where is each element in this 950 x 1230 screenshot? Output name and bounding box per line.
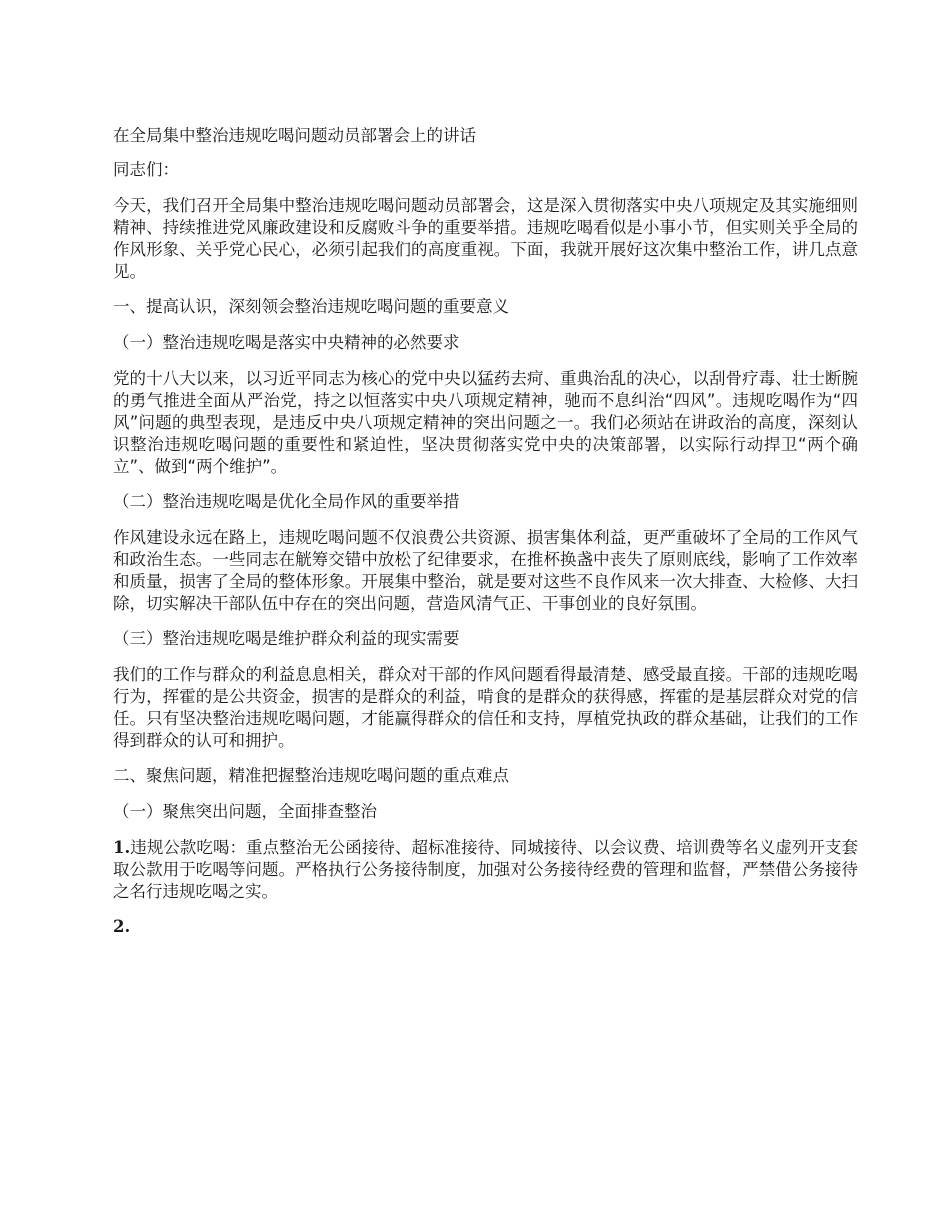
document-page <box>113 125 858 955</box>
list-item-2-number: 2. <box>113 917 131 936</box>
section-2-sub-1-heading: （一）聚焦突出问题，全面排查整治 <box>113 802 377 821</box>
section-1-sub-1-heading: （一）整治违规吃喝是落实中央精神的必然要求 <box>113 333 460 352</box>
list-item-1 <box>113 837 858 903</box>
section-1-heading: 一、提高认识，深刻领会整治违规吃喝问题的重要意义 <box>113 297 509 316</box>
section-2-heading: 二、聚焦问题，精准把握整治违规吃喝问题的重点难点 <box>113 766 509 785</box>
section-1-sub-2-body: 作风建设永远在路上，违规吃喝问题不仅浪费公共资源、损害集体利益，更严重破坏了全局的工作风气和政治生态。一些同志在觥筹交错中放松了纪律要求，在推杯换盏中丧失了原则底线，影响了工作效率和质量，损害了全局的整体形象。开展集中整治，就是要对这些不良作风来一次大排查、大检修、大扫除，切实解决干部队伍中存在的突出问题，营造风清气正、干事创业的良好氛围。 <box>113 528 858 613</box>
section-1-sub-2-heading: （二）整治违规吃喝是优化全局作风的重要举措 <box>113 492 460 511</box>
document-title: 在全局集中整治违规吃喝问题动员部署会上的讲话 <box>113 126 476 145</box>
list-item-1-number: 1. <box>113 838 131 857</box>
intro-paragraph: 今天，我们召开全局集中整治违规吃喝问题动员部署会，这是深入贯彻落实中央八项规定及其实施细则精神、持续推进党风廉政建设和反腐败斗争的重要举措。违规吃喝看似是小事小节，但实则关乎全局的作风形象、关乎党心民心，必须引起我们的高度重视。下面，我就开展好这次集中整治工作，讲几点意见。 <box>113 196 858 281</box>
section-1-sub-3-heading: （三）整治违规吃喝是维护群众利益的现实需要 <box>113 629 460 648</box>
greeting: 同志们： <box>113 160 179 179</box>
section-1-sub-1-body: 党的十八大以来，以习近平同志为核心的党中央以猛药去疴、重典治乱的决心，以刮骨疗毒、壮士断腕的勇气推进全面从严治党，持之以恒落实中央八项规定精神，驰而不息纠治“四风”。违规吃喝作为“四风”问题的典型表现，是违反中央八项规定精神的突出问题之一。我们必须站在讲政治的高度，深刻认识整治违规吃喝问题的重要性和紧迫性，坚决贯彻落实党中央的决策部署，以实际行动捍卫“两个确立”、做到“两个维护”。 <box>113 369 858 476</box>
list-item-1-text: 违规公款吃喝：重点整治无公函接待、超标准接待、同城接待、以会议费、培训费等名义虚列开支套取公款用于吃喝等问题。严格执行公务接待制度，加强对公务接待经费的管理和监督，严禁借公务接待之名行违规吃喝之实。 <box>113 838 858 901</box>
section-1-sub-3-body: 我们的工作与群众的利益息息相关，群众对干部的作风问题看得最清楚、感受最直接。干部的违规吃喝行为，挥霍的是公共资金，损害的是群众的利益，啃食的是群众的获得感，挥霍的是基层群众对党的信任。只有坚决整治违规吃喝问题，才能赢得群众的信任和支持，厚植党执政的群众基础，让我们的工作得到群众的认可和拥护。 <box>113 665 858 750</box>
